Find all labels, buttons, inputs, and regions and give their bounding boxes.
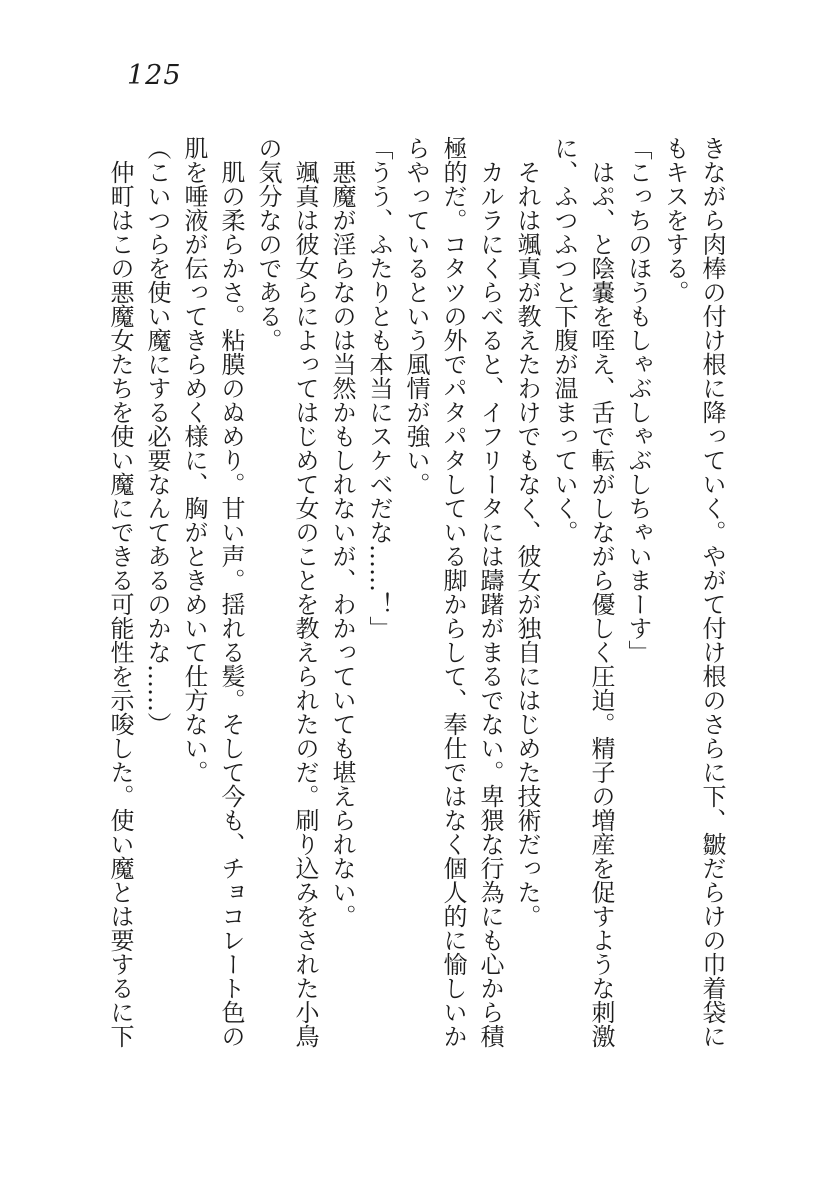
paragraph-continuation: きながら肉棒の付け根に降っていく。やがて付け根のさらに下、皺だらけの巾着袋にもキスをする。 [661, 136, 726, 1048]
paragraph: 仲町はこの悪魔女たちを使い魔にできる可能性を示唆した。使い魔とは要するに下 [106, 136, 134, 1048]
paragraph: それは颯真が教えたわけでもなく、彼女が独自にはじめた技術だった。 [513, 136, 541, 928]
paragraph-dialogue: 「うう、ふたりとも本当にスケベだな……！」 [365, 136, 393, 640]
body-text-block [101, 136, 730, 1061]
paragraph: 颯真は彼女らによってはじめて女のことを教えられたのだ。刷り込みをされた小鳥の気分なのである。 [254, 136, 319, 1048]
paragraph: はぷ、と陰嚢を咥え、舌で転がしながら優しく圧迫。精子の増産を促すような刺激に、ふつふつと下腹が温まっていく。 [550, 136, 615, 1048]
paragraph: カルラにくらべると、イフリータには躊躇がまるでない。卑猥な行為にも心から積極的だ。コタツの外でパタパタしている脚からして、奉仕ではなく個人的に愉しいからやっているという風情が強い。 [402, 136, 504, 1048]
paragraph: 悪魔が淫らなのは当然かもしれないが、わかっていても堪えられない。 [328, 136, 356, 928]
page-number: 125 [127, 60, 182, 91]
paragraph-dialogue: 「こっちのほうもしゃぶしゃぶしちゃいまーす」 [624, 136, 652, 664]
paragraph: 肌の柔らかさ。粘膜のぬめり。甘い声。揺れる髪。そして今も、チョコレート色の肌を唾液が伝ってきらめく様に、胸がときめいて仕方ない。 [180, 136, 245, 1048]
paragraph-thought: （こいつらを使い魔にする必要なんてあるのかな……） [143, 136, 171, 736]
